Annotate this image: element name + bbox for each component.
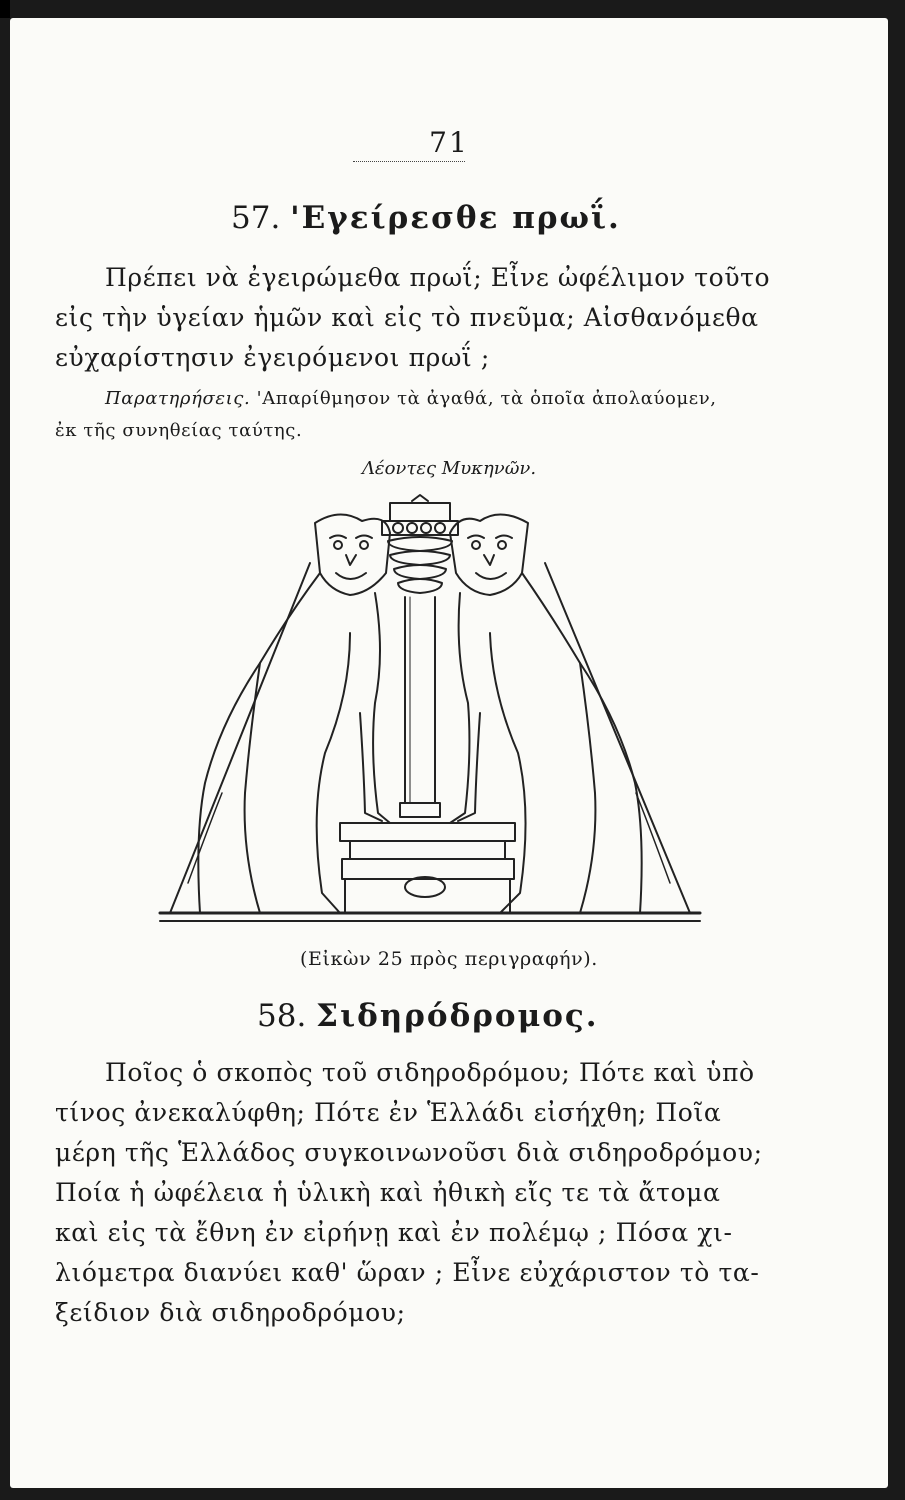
section-58-line-2: τίνος ἀνεκαλύφθη; Πότε ἐν Ἑλλάδι εἰσήχθη; Ποῖα xyxy=(55,1098,722,1127)
section-58-line-5: καὶ εἰς τὰ ἔθνη ἐν εἰρήνῃ καὶ ἐν πολέμῳ ; Πόσα χι- xyxy=(55,1218,733,1247)
section-58-heading xyxy=(257,998,599,1034)
note-label: Παρατηρήσεις. xyxy=(105,388,251,409)
section-58-title: Σιδηρόδρομος. xyxy=(316,998,599,1034)
section-57-line-3: εὐχαρίστησιν ἐγειρόμενοι πρωΐ ; xyxy=(55,343,490,372)
section-57-line-2: εἰς τὴν ὑγείαν ἡμῶν καὶ εἰς τὸ πνεῦμα; Αἰσθανόμεθα xyxy=(55,303,759,332)
page-number: 71 xyxy=(429,126,469,159)
figure-title: Λέοντες Μυκηνῶν. xyxy=(361,458,537,479)
section-58-line-1: Ποῖος ὁ σκοπὸς τοῦ σιδηροδρόμου; Πότε καὶ ὑπὸ xyxy=(105,1058,755,1087)
figure-caption: (Εἰκὼν 25 πρὸς περιγραφήν). xyxy=(300,948,598,970)
section-58-line-3: μέρη τῆς Ἑλλάδος συγκοινωνοῦσι διὰ σιδηροδρόμου; xyxy=(55,1138,763,1167)
section-58-line-7: ξείδιον διὰ σιδηροδρόμου; xyxy=(55,1298,406,1327)
section-57-heading xyxy=(231,200,621,236)
lion-gate-illustration xyxy=(150,493,710,943)
book-page xyxy=(10,18,888,1488)
note-text: 'Απαρίθμησον τὰ ἀγαθά, τὰ ὁποῖα ἀπολαύομεν, xyxy=(256,388,717,409)
section-57-title: 'Εγείρεσθε πρωΐ. xyxy=(290,200,621,236)
scan-corner-mark xyxy=(0,0,10,18)
section-58-number: 58. xyxy=(257,998,307,1034)
section-57-note-line-1 xyxy=(105,384,717,414)
section-57-number: 57. xyxy=(231,200,281,236)
page-number-rule xyxy=(353,161,465,162)
lion-gate-figure xyxy=(150,493,710,943)
section-57-line-1: Πρέπει νὰ ἐγειρώμεθα πρωΐ; Εἶνε ὠφέλιμον τοῦτο xyxy=(105,263,771,292)
section-58-line-4: Ποία ἡ ὠφέλεια ἡ ὑλικὴ καὶ ἠθικὴ εἴς τε τὰ ἄτομα xyxy=(55,1178,721,1207)
section-57-note-line-2: ἐκ τῆς συνηθείας ταύτης. xyxy=(55,420,303,441)
section-58-line-6: λιόμετρα διανύει καθ' ὥραν ; Εἶνε εὐχάριστον τὸ τα- xyxy=(55,1258,760,1287)
